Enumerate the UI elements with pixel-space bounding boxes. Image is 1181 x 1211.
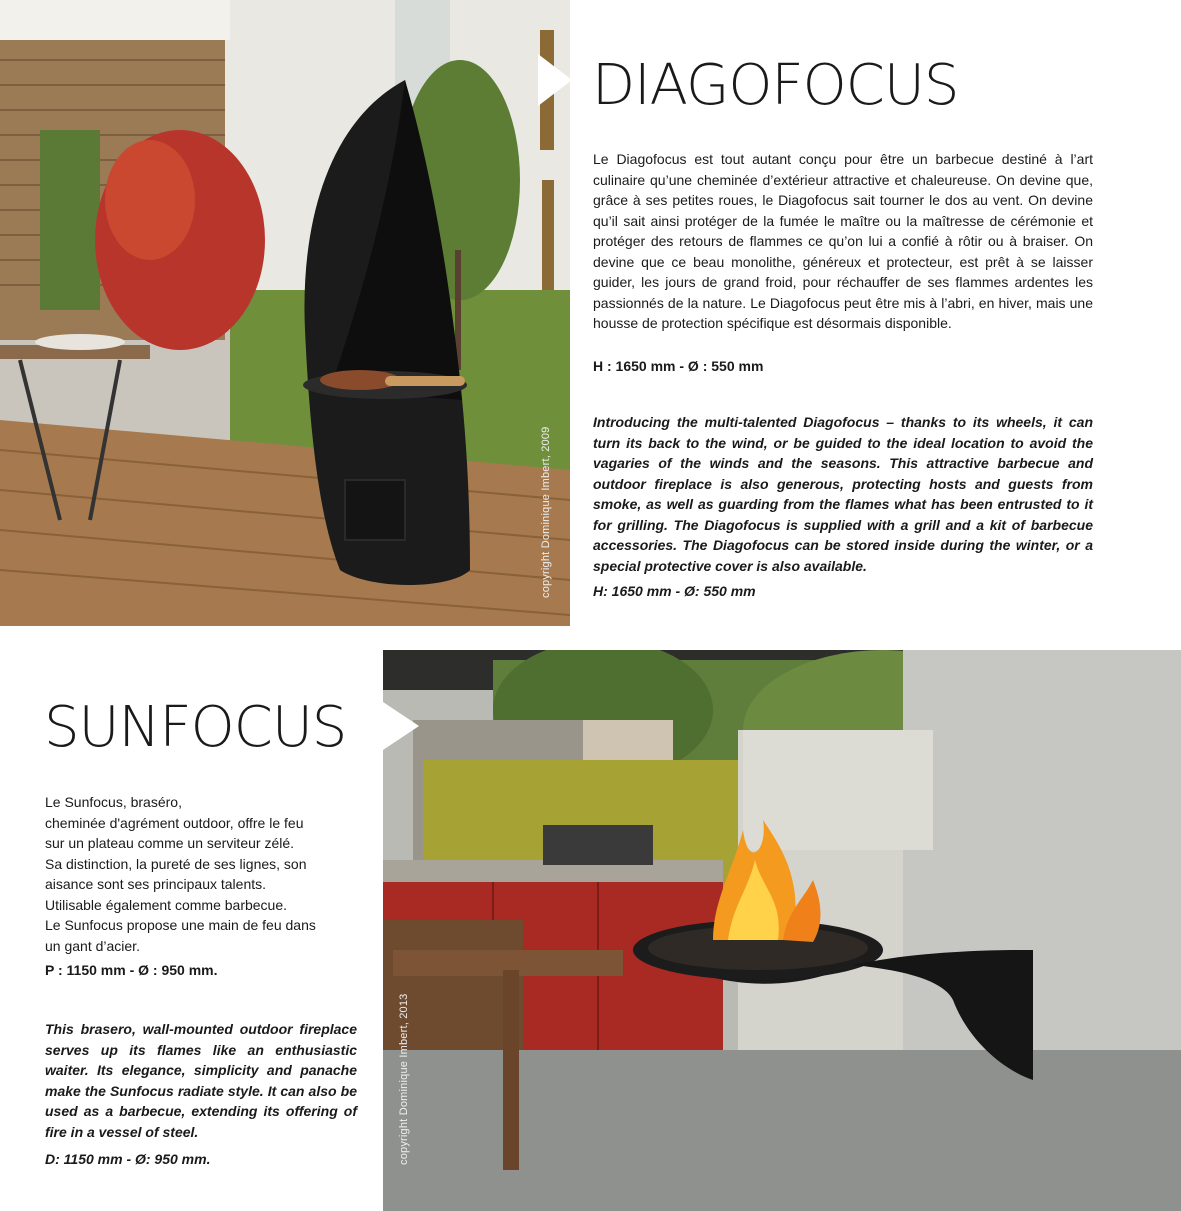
text-line: aisance sont ses principaux talents.	[45, 876, 267, 892]
product-title-sunfocus: SUNFOCUS	[44, 695, 347, 760]
dimensions-english: H: 1650 mm - Ø: 550 mm	[593, 583, 756, 599]
text-line: cheminée d'agrément outdoor, offre le feu	[45, 814, 304, 831]
photo-copyright: copyright Dominique Imbert, 2009	[540, 426, 552, 598]
description-english: Introducing the multi-talented Diagofocus – thanks to its wheels, it can turn its back to the wind, or be guided to the ideal location to avoid the vagaries of the winds and the seasons. This attractive barbecue and outdoor fireplace is also generous, protecting hosts and guests from smoke, as well as guarding from the flames what has been entrusted to it for grilling. The Diagofocus is supplied with a grill and a kit of barbecue accessories. The Diagofocus can be stored inside during the winter, or a special protective cover is also available.	[593, 414, 1093, 574]
dimensions-french: P : 1150 mm - Ø : 950 mm.	[45, 962, 218, 978]
callout-arrow	[383, 702, 419, 750]
text-line: Utilisable également comme barbecue.	[45, 896, 288, 913]
sunfocus-photo	[383, 650, 1181, 1211]
text-line: un gant d’acier.	[45, 937, 140, 954]
text-line: Le Sunfocus propose une main de feu dans	[45, 917, 316, 933]
text-line: Sa distinction, la pureté de ses lignes, son	[45, 855, 307, 872]
product-title-diagofocus: DIAGOFOCUS	[592, 53, 959, 118]
dimensions-english: D: 1150 mm - Ø: 950 mm.	[45, 1151, 211, 1167]
text-line: Le Sunfocus, braséro,	[45, 794, 182, 810]
dimensions-french: H : 1650 mm - Ø : 550 mm	[593, 358, 764, 374]
callout-arrow	[538, 54, 572, 106]
text-line: sur un plateau comme un serviteur zélé.	[45, 835, 295, 851]
photo-copyright: copyright Dominique Imbert, 2013	[398, 993, 410, 1165]
description-english: This brasero, wall-mounted outdoor fireplace serves up its flames like an enthusiastic waiter. Its elegance, simplicity and panache make the Sunfocus radiate style. It can also be used as a barbecue, extending its offering of fire in a vessel of steel.	[45, 1021, 357, 1140]
description-french	[45, 792, 360, 956]
diagofocus-photo	[0, 0, 570, 626]
description-french: Le Diagofocus est tout autant conçu pour être un barbecue destiné à l’art culinaire qu’une cheminée d’extérieur attractive et chaleureuse. On devine que, grâce à ses petites roues, le Diagofocus sait tourner le dos au vent. On devine qu’il sait ainsi protéger de la fumée le maître ou la maîtresse de cérémonie et protéger des retours de flammes ce qu’on lui a confié à rôtir ou à braiser. On devine que ce beau monolithe, généreux et protecteur, est prêt à se laisser guider, les jours de grand froid, pour réchauffer de ses flammes ardentes les passionnés de la nature. Le Diagofocus peut être mis à l’abri, en hiver, mais une housse de protection spécifique est désormais disponible.	[593, 151, 1093, 331]
